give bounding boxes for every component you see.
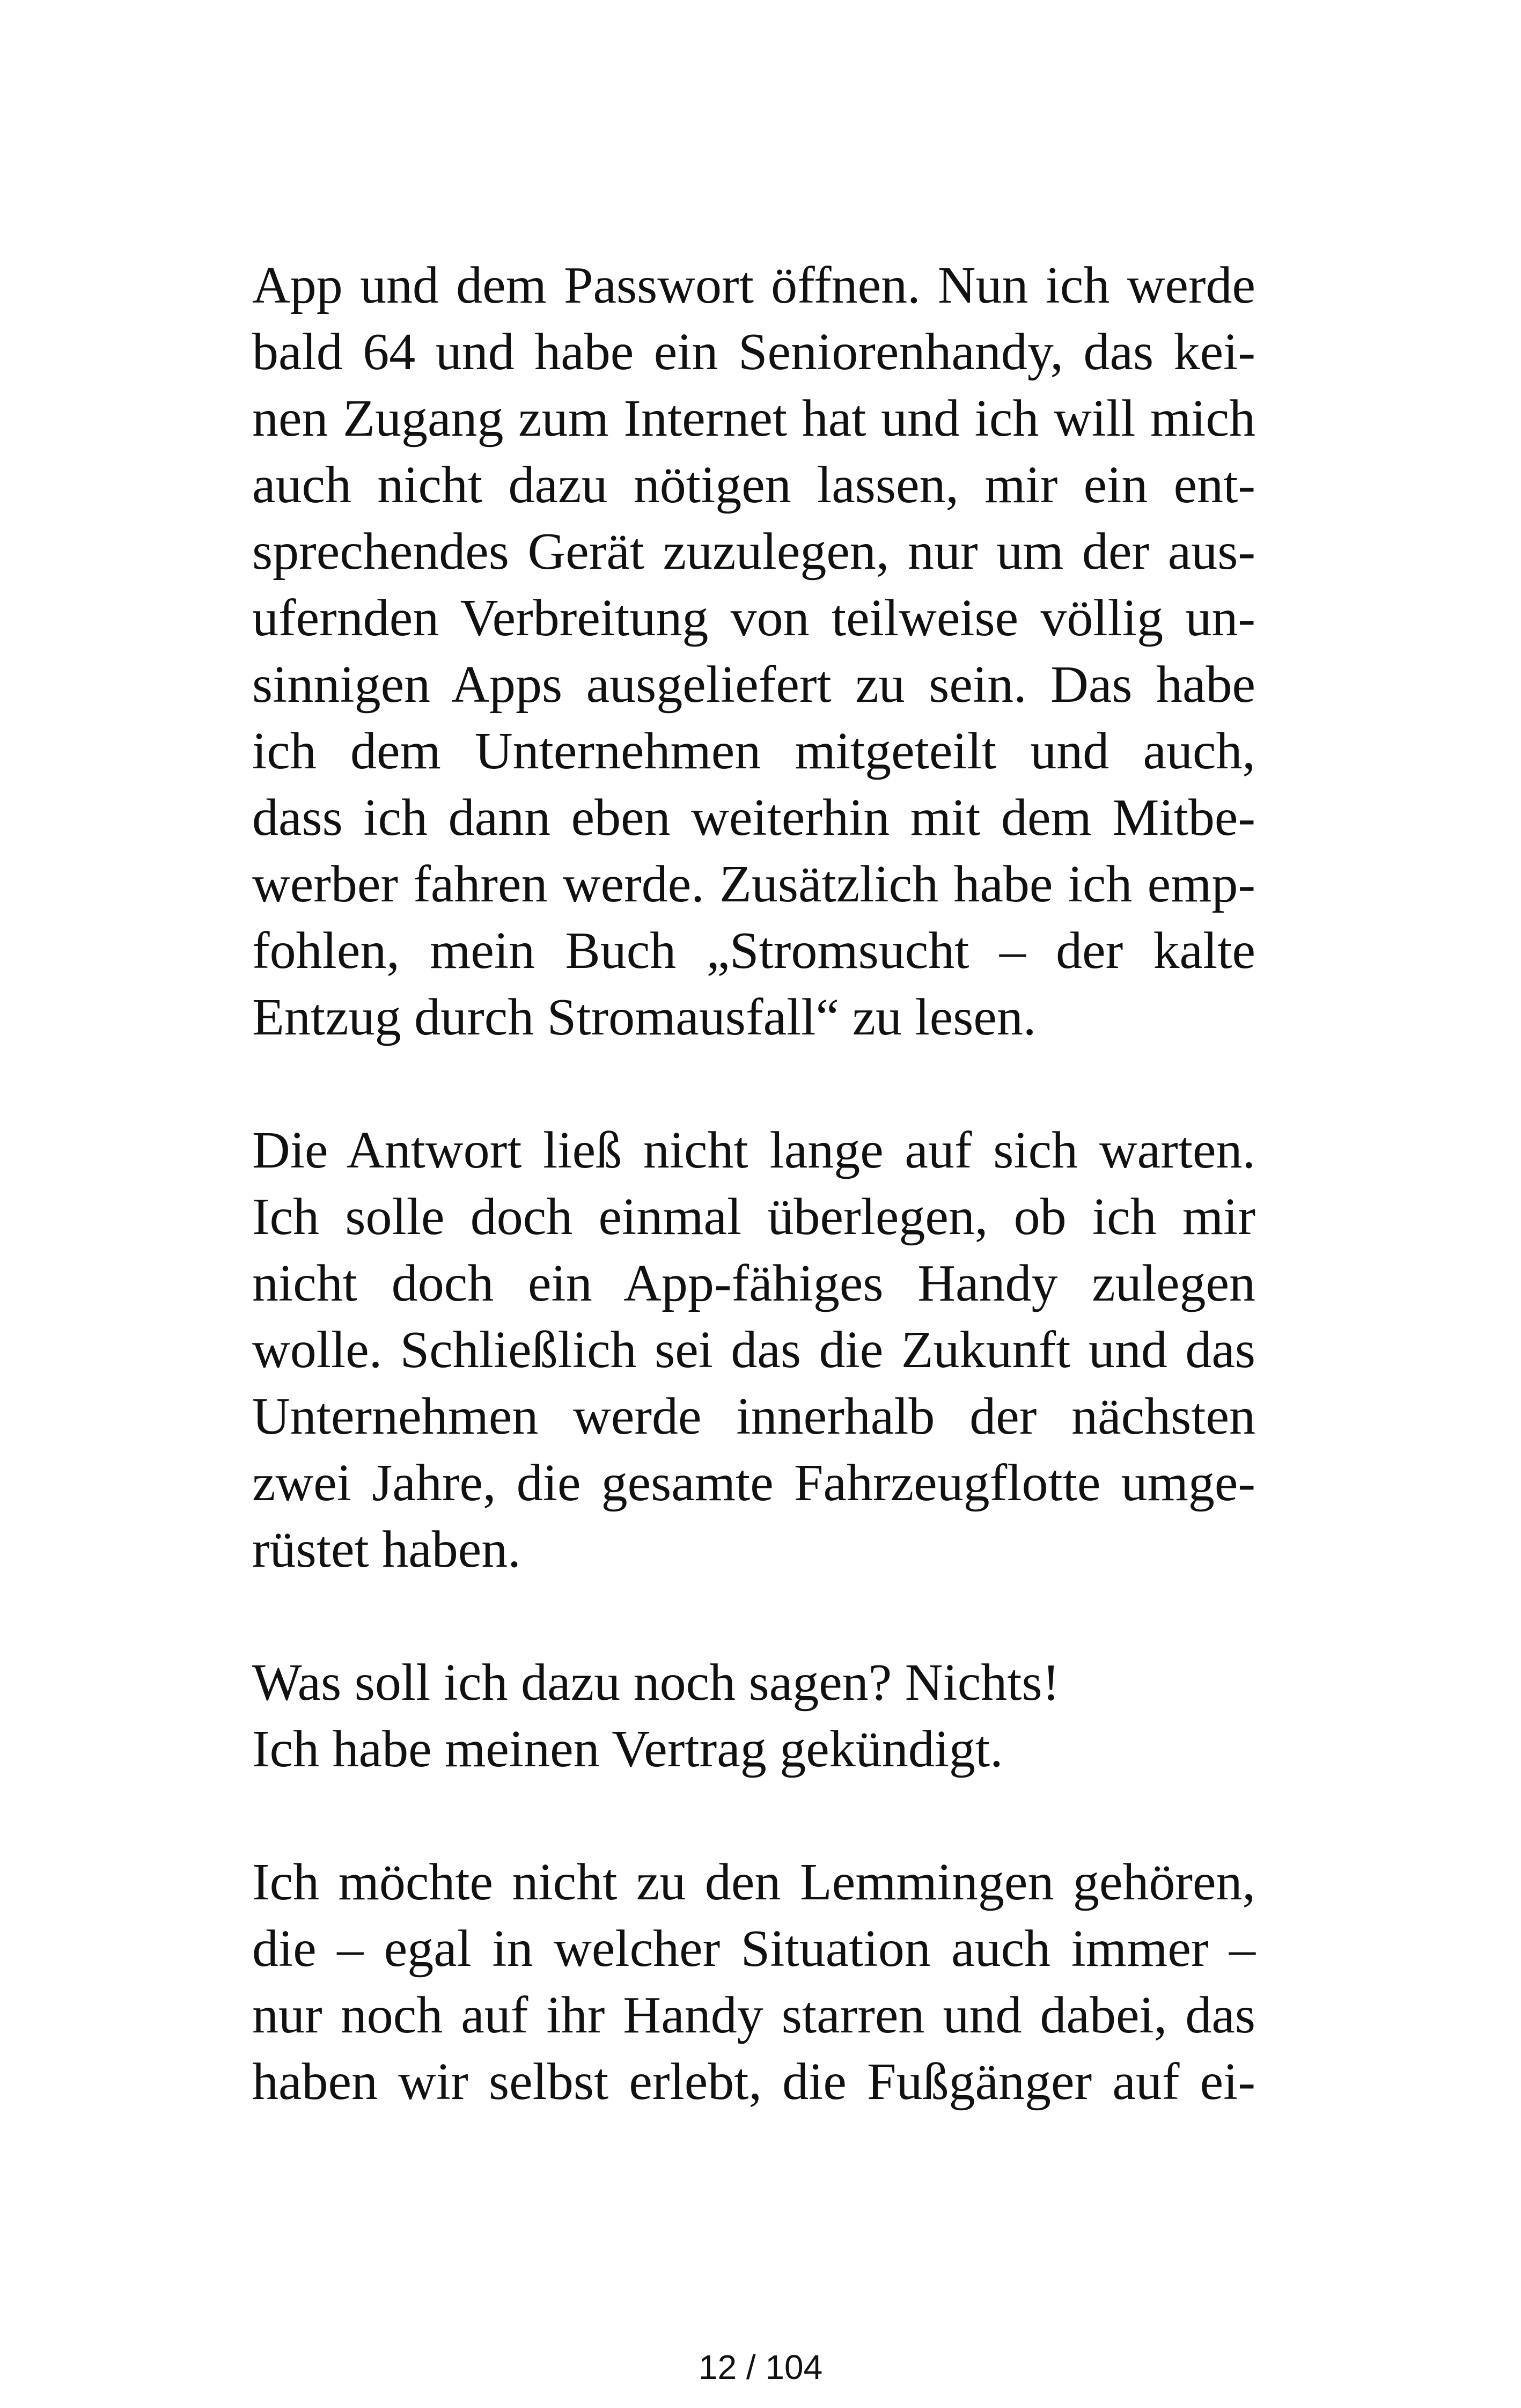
text-line: fohlen, mein Buch „Stromsucht – der kalte [252,922,1255,980]
page-number: 12 / 104 [698,2348,823,2387]
paragraph-4 [252,1849,1255,2115]
text-line: Unternehmen werde innerhalb der nächsten [252,1387,1255,1445]
paragraph-1 [252,252,1255,1051]
paragraph-3 [252,1649,1255,1782]
text-line: Entzug durch Stromausfall“ zu lesen. [252,988,1037,1046]
text-line: dass ich dann eben weiterhin mit dem Mitbe- [252,789,1255,847]
text-line: Ich solle doch einmal überlegen, ob ich mir [252,1188,1255,1246]
text-line: bald 64 und habe ein Seniorenhandy, das kei- [252,323,1255,381]
text-line: Was soll ich dazu noch sagen? Nichts! [252,1654,1060,1712]
text-line: wolle. Schließlich sei das die Zukunft und das [252,1321,1255,1379]
text-line: nur noch auf ihr Handy starren und dabei, das [252,1986,1255,2044]
text-line: nen Zugang zum Internet hat und ich will mich [252,390,1255,447]
text-line: sprechendes Gerät zuzulegen, nur um der aus- [252,523,1255,581]
text-line: rüstet haben. [252,1521,521,1579]
text-line: die – egal in welcher Situation auch immer – [252,1920,1255,1978]
text-line: werber fahren werde. Zusätzlich habe ich emp- [252,855,1255,913]
text-line: auch nicht dazu nötigen lassen, mir ein ent- [252,456,1255,514]
text-line: ufernden Verbreitung von teilweise völlig un- [252,589,1255,647]
text-line: Ich möchte nicht zu den Lemmingen gehören, [252,1853,1255,1911]
text-line: ich dem Unternehmen mitgeteilt und auch, [252,722,1255,780]
text-line: Ich habe meinen Vertrag gekündigt. [252,1720,1003,1778]
text-line: sinnigen Apps ausgeliefert zu sein. Das habe [252,656,1255,714]
body-text [252,252,1255,2182]
text-line: App und dem Passwort öffnen. Nun ich werde [252,256,1255,314]
text-line: Die Antwort ließ nicht lange auf sich warten. [252,1121,1255,1179]
text-line: nicht doch ein App-fähiges Handy zulegen [252,1254,1255,1312]
paragraph-2 [252,1117,1255,1583]
text-line: zwei Jahre, die gesamte Fahrzeugflotte umge- [252,1454,1255,1512]
text-line: haben wir selbst erlebt, die Fußgänger auf ei- [252,2053,1255,2111]
